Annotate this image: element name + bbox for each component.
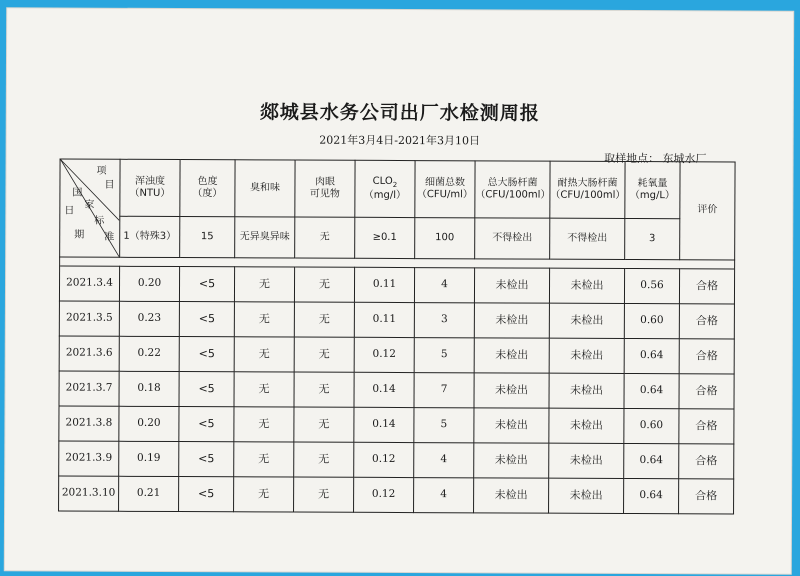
value-cell: 无 <box>234 372 294 407</box>
corner-std-b: 家 <box>84 199 95 211</box>
paper-sheet <box>5 8 793 573</box>
value-cell: 未检出 <box>474 478 549 513</box>
corner-item-a: 项 <box>96 165 107 177</box>
report-title: 郯城县水务公司出厂水检测周报 <box>259 101 540 125</box>
value-cell: 4 <box>414 268 474 303</box>
value-cell: 3 <box>414 303 474 338</box>
value-cell: 未检出 <box>549 443 624 478</box>
value-cell: 无 <box>294 372 354 407</box>
value-cell: <5 <box>179 372 234 407</box>
value-cell: 无 <box>234 302 294 337</box>
value-cell: 无 <box>294 477 354 512</box>
col-clo2-header: $CLO_2$ （mg/l） <box>355 160 415 217</box>
value-cell: 0.20 <box>119 406 179 441</box>
standard-cell: 15 <box>180 217 235 258</box>
value-cell: <5 <box>179 477 234 512</box>
date-cell: 2021.3.5 <box>59 301 119 336</box>
corner-date-a: 日 <box>64 205 75 217</box>
value-cell: 未检出 <box>474 373 549 408</box>
value-cell: 0.19 <box>119 441 179 476</box>
value-cell: 0.12 <box>354 337 414 372</box>
col-turbidity-header: 浑浊度 （NTU） <box>120 159 180 216</box>
value-cell: 未检出 <box>474 338 549 373</box>
value-cell: 无 <box>234 267 294 302</box>
corner-std-c: 标 <box>94 215 105 227</box>
col-color-header: 色度 （度） <box>180 160 235 217</box>
col-coliform-header: 总大肠杆菌 （CFU/100ml） <box>475 161 550 218</box>
date-cell: 2021.3.7 <box>59 371 119 406</box>
col-visible-matter-header: 肉眼 可见物 <box>295 160 355 217</box>
value-cell: 0.64 <box>624 373 679 408</box>
date-cell: 2021.3.4 <box>59 266 119 301</box>
value-cell: 0.64 <box>624 338 679 373</box>
value-cell: 0.11 <box>354 302 414 337</box>
value-cell: 无 <box>234 477 294 512</box>
value-cell: 无 <box>294 442 354 477</box>
value-cell: 未检出 <box>549 373 624 408</box>
header-row <box>60 159 735 219</box>
value-cell: 0.21 <box>119 476 179 511</box>
standard-cell: 无异臭异味 <box>235 217 295 258</box>
value-cell: 0.11 <box>354 267 414 302</box>
value-cell: 未检出 <box>474 303 549 338</box>
value-cell: 未检出 <box>549 303 624 338</box>
value-cell: 0.64 <box>624 478 679 513</box>
corner-std-a: 国 <box>72 187 83 199</box>
value-cell: 未检出 <box>549 408 624 443</box>
value-cell: 未检出 <box>474 443 549 478</box>
col-eval-header: 评价 <box>680 162 735 260</box>
value-cell: 0.60 <box>624 303 679 338</box>
value-cell: 未检出 <box>549 268 624 303</box>
corner-header-cell <box>60 159 120 257</box>
value-cell: 0.23 <box>119 301 179 336</box>
value-cell: 无 <box>234 407 294 442</box>
table-row <box>59 441 734 479</box>
value-cell: 无 <box>294 302 354 337</box>
value-cell: 合格 <box>679 269 734 304</box>
value-cell: 4 <box>414 443 474 478</box>
value-cell: 0.56 <box>624 268 679 303</box>
value-cell: 0.64 <box>624 443 679 478</box>
value-cell: 未检出 <box>549 478 624 513</box>
value-cell: 未检出 <box>474 268 549 303</box>
value-cell: 合格 <box>679 409 734 444</box>
value-cell: 合格 <box>679 444 734 479</box>
table-row <box>59 371 734 409</box>
col-bacteria-header: 细菌总数 （CFU/ml） <box>415 161 475 218</box>
value-cell: <5 <box>179 267 234 302</box>
value-cell: 0.12 <box>354 442 414 477</box>
value-cell: 0.18 <box>119 371 179 406</box>
table-row <box>59 266 734 304</box>
value-cell: 4 <box>414 478 474 513</box>
corner-date-b: 期 <box>74 229 85 241</box>
value-cell: 7 <box>414 373 474 408</box>
table-row <box>59 336 734 374</box>
value-cell: <5 <box>179 442 234 477</box>
col-oxygen-header: 耗氧量 （mg/L） <box>625 161 680 218</box>
standards-row <box>60 216 735 260</box>
value-cell: 合格 <box>679 304 734 339</box>
data-rows <box>59 266 735 514</box>
value-cell: 合格 <box>679 374 734 409</box>
value-cell: 5 <box>414 408 474 443</box>
value-cell: <5 <box>179 302 234 337</box>
value-cell: <5 <box>179 337 234 372</box>
value-cell: 0.12 <box>354 477 414 512</box>
date-cell: 2021.3.6 <box>59 336 119 371</box>
standard-cell: 不得检出 <box>475 218 550 259</box>
value-cell: 0.60 <box>624 408 679 443</box>
report-period: 2021年3月4日-2021年3月10日 <box>319 133 481 148</box>
table-row <box>59 406 734 444</box>
value-cell: 无 <box>294 337 354 372</box>
standard-cell: 1（特殊3） <box>120 216 180 257</box>
standard-cell: 100 <box>415 218 475 259</box>
standard-cell: 不得检出 <box>550 218 625 259</box>
value-cell: 0.14 <box>354 407 414 442</box>
corner-std-d: 准 <box>104 231 115 243</box>
value-cell: 无 <box>294 407 354 442</box>
value-cell: 0.22 <box>119 336 179 371</box>
value-cell: 0.20 <box>119 266 179 301</box>
value-cell: 0.14 <box>354 372 414 407</box>
standard-cell: ≥0.1 <box>355 217 415 258</box>
value-cell: 未检出 <box>549 338 624 373</box>
value-cell: 合格 <box>679 479 734 514</box>
water-quality-table <box>58 159 736 515</box>
date-cell: 2021.3.10 <box>59 476 119 511</box>
value-cell: 无 <box>234 337 294 372</box>
value-cell: 合格 <box>679 339 734 374</box>
value-cell: <5 <box>179 407 234 442</box>
value-cell: 5 <box>414 338 474 373</box>
sampling-location: 取样地点： 东城水厂 <box>604 151 707 166</box>
standard-cell: 无 <box>295 217 355 258</box>
table-row <box>59 301 734 339</box>
standard-cell: 3 <box>625 218 680 259</box>
table-row <box>59 476 734 514</box>
col-thermo-coliform-header: 耐热大肠杆菌 （CFU/100ml） <box>550 161 625 218</box>
value-cell: 无 <box>234 442 294 477</box>
value-cell: 未检出 <box>474 408 549 443</box>
col-odor-header: 臭和味 <box>235 160 295 217</box>
date-cell: 2021.3.8 <box>59 406 119 441</box>
corner-item-b: 目 <box>104 179 115 191</box>
value-cell: 无 <box>294 267 354 302</box>
date-cell: 2021.3.9 <box>59 441 119 476</box>
